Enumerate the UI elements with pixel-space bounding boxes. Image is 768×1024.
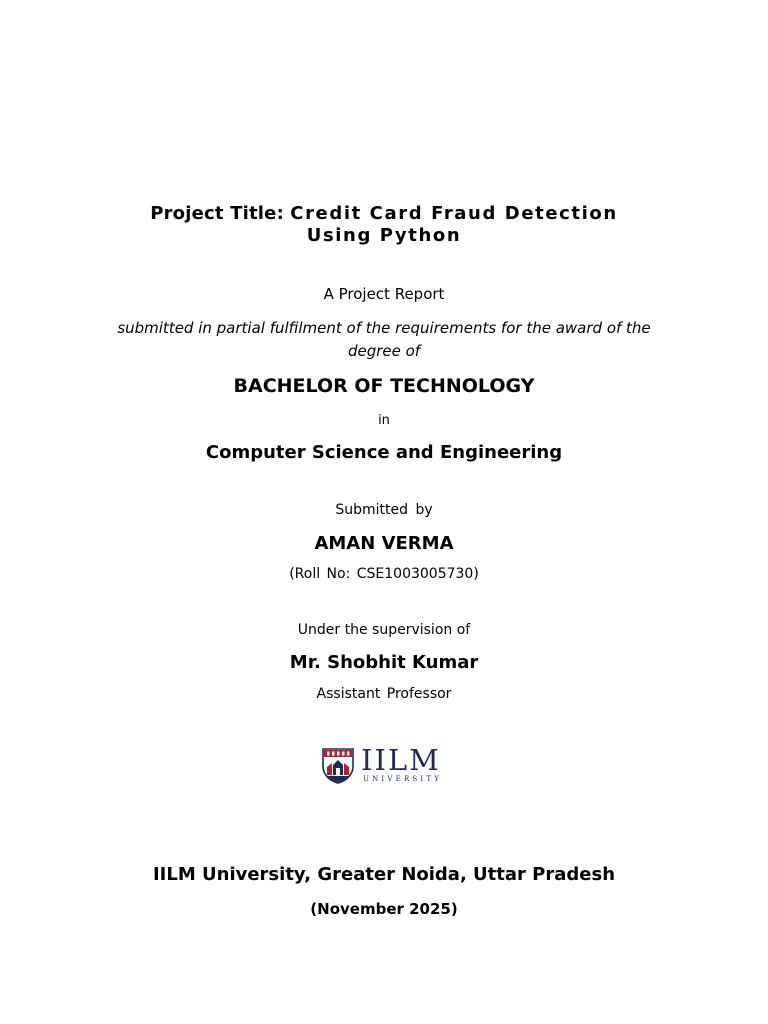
submission-statement-line-1: submitted in partial fulfilment of the requirements for the award of the (117, 319, 651, 337)
project-title-line-2: Using Python (306, 225, 462, 246)
university-logo (321, 743, 449, 788)
report-type: A Project Report (323, 285, 445, 303)
submission-date: (November 2025) (310, 900, 458, 918)
institution-name: IILM University, Greater Noida, Uttar Pradesh (152, 864, 616, 885)
project-title-text: Credit Card Fraud Detection (290, 203, 618, 224)
student-roll-number: (Roll No: CSE1003005730) (289, 566, 479, 582)
submission-statement-line-2: degree of (347, 342, 421, 360)
supervisor-designation: Assistant Professor (316, 686, 452, 702)
logo-brand-text: IILM (361, 743, 441, 777)
branch-name: Computer Science and Engineering (205, 442, 563, 463)
project-title-line-1 (0, 203, 768, 225)
student-name: AMAN VERMA (314, 533, 454, 554)
project-title-label: Project Title: (150, 203, 284, 224)
in-connector: in (378, 413, 390, 428)
degree-name: BACHELOR OF TECHNOLOGY (233, 375, 535, 397)
submitted-by-label: Submitted by (335, 502, 433, 518)
logo-subtitle-text: UNIVERSITY (363, 775, 443, 783)
supervisor-name: Mr. Shobhit Kumar (289, 652, 479, 673)
university-crest-icon (321, 748, 355, 784)
supervision-label: Under the supervision of (297, 622, 471, 638)
